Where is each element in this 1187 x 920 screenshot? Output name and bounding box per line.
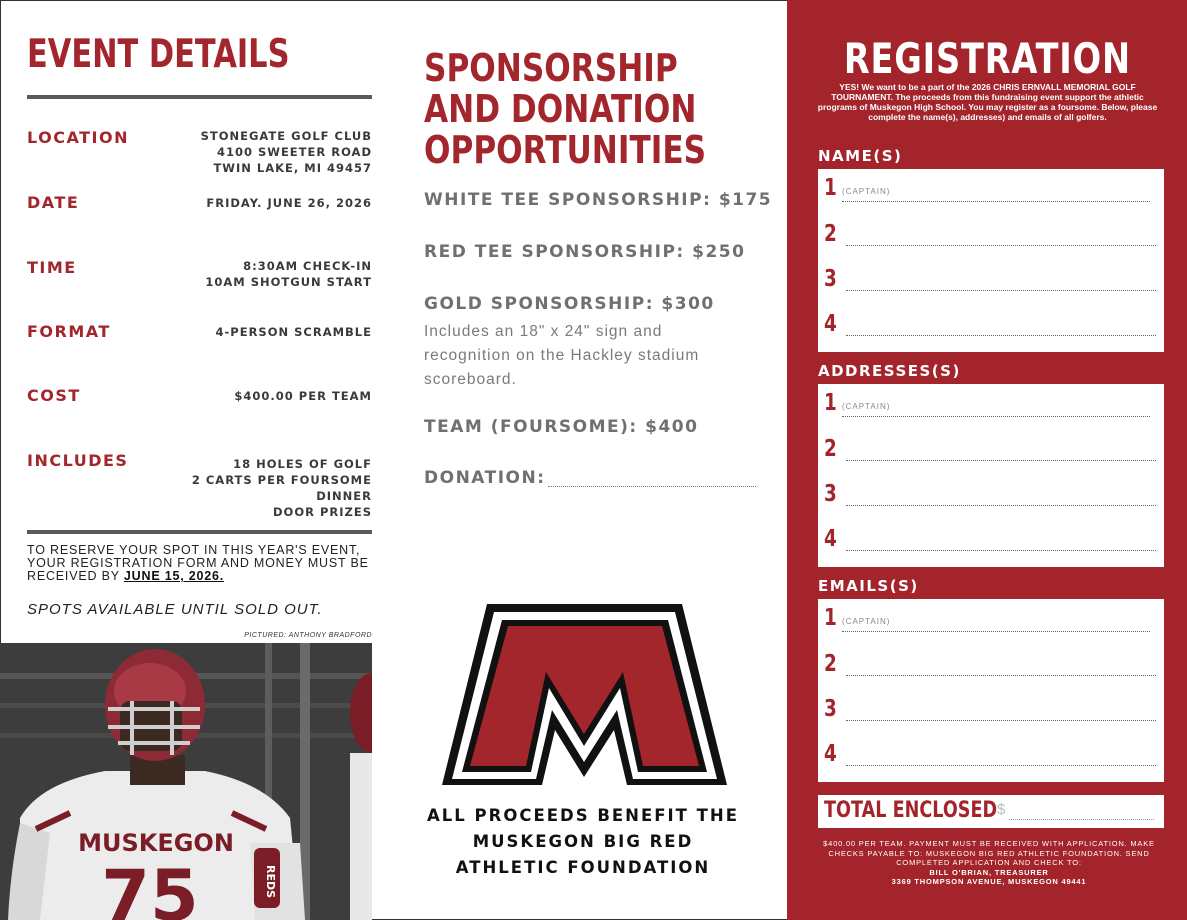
field-underline [846, 765, 1156, 766]
tier-gold: GOLD SPONSORSHIP: $300 [424, 294, 715, 314]
divider-top [27, 95, 372, 99]
field-underline [842, 416, 1150, 417]
photo-credit: PICTURED: ANTHONY BRADFORD [244, 632, 372, 639]
field-underline [846, 290, 1156, 291]
sleeve-text: REDS [264, 865, 277, 899]
detail-value [234, 388, 372, 404]
event-details-panel [0, 0, 388, 920]
sponsorship-title-line: OPPORTUNITIES [424, 128, 707, 172]
line-number: 4 [824, 311, 837, 337]
proceeds-statement [395, 803, 771, 881]
player-illustration [0, 643, 372, 920]
total-underline [1009, 819, 1154, 820]
detail-row-location [27, 128, 372, 178]
addresses-box [818, 384, 1164, 567]
line-number: 1 [824, 175, 837, 201]
names-box [818, 169, 1164, 352]
spots-notice: SPOTS AVAILABLE UNTIL SOLD OUT. [27, 601, 323, 618]
tier-donation: DONATION: [424, 468, 546, 488]
emails-box [818, 599, 1164, 782]
address-field-3[interactable] [818, 475, 1164, 519]
registration-title [787, 34, 1187, 83]
field-underline [846, 550, 1156, 551]
reserve-deadline: JUNE 15, 2026. [123, 569, 225, 583]
jersey-number: 75 [101, 855, 199, 920]
email-field-4[interactable] [818, 735, 1164, 779]
detail-line: 4-PERSON SCRAMBLE [215, 325, 372, 339]
line-number: 1 [824, 605, 837, 631]
payment-text: $400.00 PER TEAM. PAYMENT MUST BE RECEIVED WITH APPLICATION. MAKE CHECKS PAYABLE TO: MUSKEGON BIG RED ATHLETIC FOUNDATION. SEND COMPLETED APPLICATION AND CHECK TO: [823, 839, 1155, 867]
sponsorship-panel [395, 0, 787, 920]
registration-panel [787, 0, 1187, 920]
detail-label: COST [27, 386, 81, 405]
name-field-1[interactable] [818, 171, 1164, 215]
tier-team-foursome: TEAM (FOURSOME): $400 [424, 417, 699, 437]
field-underline [846, 720, 1156, 721]
jersey-text: MUSKEGON [78, 829, 234, 857]
muskegon-m-logo [442, 602, 727, 785]
line-number: 3 [824, 696, 837, 722]
detail-line: 10AM SHOTGUN START [205, 275, 372, 289]
tier-white-tee: WHITE TEE SPONSORSHIP: $175 [424, 190, 773, 210]
total-enclosed-label: TOTAL ENCLOSED [824, 798, 998, 823]
payment-instructions [809, 839, 1169, 887]
detail-label: DATE [27, 193, 80, 212]
proceeds-line: ATHLETIC FOUNDATION [455, 858, 711, 877]
detail-row-date [27, 193, 372, 213]
reserve-text: TO RESERVE YOUR SPOT IN THIS YEAR'S EVENT, YOUR REGISTRATION FORM AND MONEY MUST BE RECEIVED BY [27, 543, 369, 583]
tier-red-tee: RED TEE SPONSORSHIP: $250 [424, 242, 746, 262]
line-number: 2 [824, 221, 837, 247]
captain-hint: (CAPTAIN) [842, 402, 891, 411]
registration-intro: YES! We want to be a part of the 2026 CHRIS ERNVALL MEMORIAL GOLF TOURNAMENT. The proceeds from this fundraising event support the athletic programs of Muskegon High School. You may register as a foursome. Below, please complete the name(s), addresses) and emails of all golfers. [817, 82, 1158, 122]
treasurer-name: BILL O'BRIAN, TREASURER [929, 867, 1049, 877]
address-field-1[interactable] [818, 386, 1164, 430]
detail-value [205, 258, 372, 290]
detail-row-format [27, 322, 372, 342]
detail-label: FORMAT [27, 322, 111, 341]
detail-label: INCLUDES [27, 451, 129, 470]
field-underline [842, 201, 1150, 202]
detail-value [206, 195, 372, 211]
emails-label: EMAILS(S) [818, 577, 919, 595]
name-field-2[interactable] [818, 215, 1164, 259]
field-underline [846, 460, 1156, 461]
email-field-1[interactable] [818, 601, 1164, 645]
divider-bottom [27, 530, 372, 534]
line-number: 2 [824, 651, 837, 677]
detail-value [216, 324, 372, 340]
detail-value [201, 128, 372, 176]
detail-row-time [27, 258, 372, 292]
sponsorship-title [424, 48, 706, 171]
mailing-address: 3369 THOMPSON AVENUE, MUSKEGON 49441 [891, 877, 1087, 886]
sponsorship-title-line: SPONSORSHIP [424, 46, 678, 90]
detail-label: LOCATION [27, 128, 129, 147]
detail-line: DINNER [316, 489, 372, 503]
address-field-2[interactable] [818, 430, 1164, 474]
line-number: 4 [824, 526, 837, 552]
name-field-3[interactable] [818, 260, 1164, 304]
field-underline [842, 631, 1150, 632]
line-number: 1 [824, 390, 837, 416]
captain-hint: (CAPTAIN) [842, 187, 891, 196]
detail-line: 18 HOLES OF GOLF [233, 457, 372, 471]
field-underline [846, 335, 1156, 336]
detail-line: 4100 SWEETER ROAD [216, 145, 372, 159]
detail-line: 8:30AM CHECK-IN [243, 259, 372, 273]
detail-line: 2 CARTS PER FOURSOME [191, 473, 372, 487]
field-underline [846, 505, 1156, 506]
gold-tier-description: Includes an 18" x 24" sign and recognition on the Hackley stadium scoreboard. [424, 323, 700, 388]
proceeds-line: ALL PROCEEDS BENEFIT THE [426, 806, 740, 825]
detail-line: DOOR PRIZES [273, 505, 372, 519]
total-enclosed-field[interactable] [818, 795, 1164, 828]
detail-line: TWIN LAKE, MI 49457 [213, 161, 372, 175]
football-player-photo [0, 643, 372, 920]
field-underline [846, 675, 1156, 676]
donation-amount-line[interactable] [548, 486, 756, 487]
name-field-4[interactable] [818, 305, 1164, 349]
line-number: 3 [824, 481, 837, 507]
line-number: 4 [824, 741, 837, 767]
event-details-title: EVENT DETAILS [27, 32, 290, 77]
detail-line: FRIDAY. JUNE 26, 2026 [206, 196, 372, 210]
field-underline [846, 245, 1156, 246]
addresses-label: ADDRESSES(S) [818, 362, 961, 380]
detail-row-includes [27, 451, 372, 521]
reserve-notice [27, 544, 377, 583]
proceeds-line: MUSKEGON BIG RED [472, 832, 694, 851]
detail-line: STONEGATE GOLF CLUB [200, 129, 372, 143]
logo-letter: M [583, 722, 585, 723]
detail-line: $400.00 PER TEAM [234, 389, 372, 403]
names-label: NAME(S) [818, 147, 903, 165]
email-field-3[interactable] [818, 690, 1164, 734]
line-number: 2 [824, 436, 837, 462]
address-field-4[interactable] [818, 520, 1164, 564]
detail-label: TIME [27, 258, 77, 277]
sponsorship-title-line: AND DONATION [424, 87, 697, 131]
currency-symbol: $ [997, 801, 1006, 818]
detail-value [192, 456, 372, 520]
registration-title-text: REGISTRATION [843, 34, 1131, 83]
line-number: 3 [824, 266, 837, 292]
email-field-2[interactable] [818, 645, 1164, 689]
detail-row-cost [27, 386, 372, 406]
captain-hint: (CAPTAIN) [842, 617, 891, 626]
